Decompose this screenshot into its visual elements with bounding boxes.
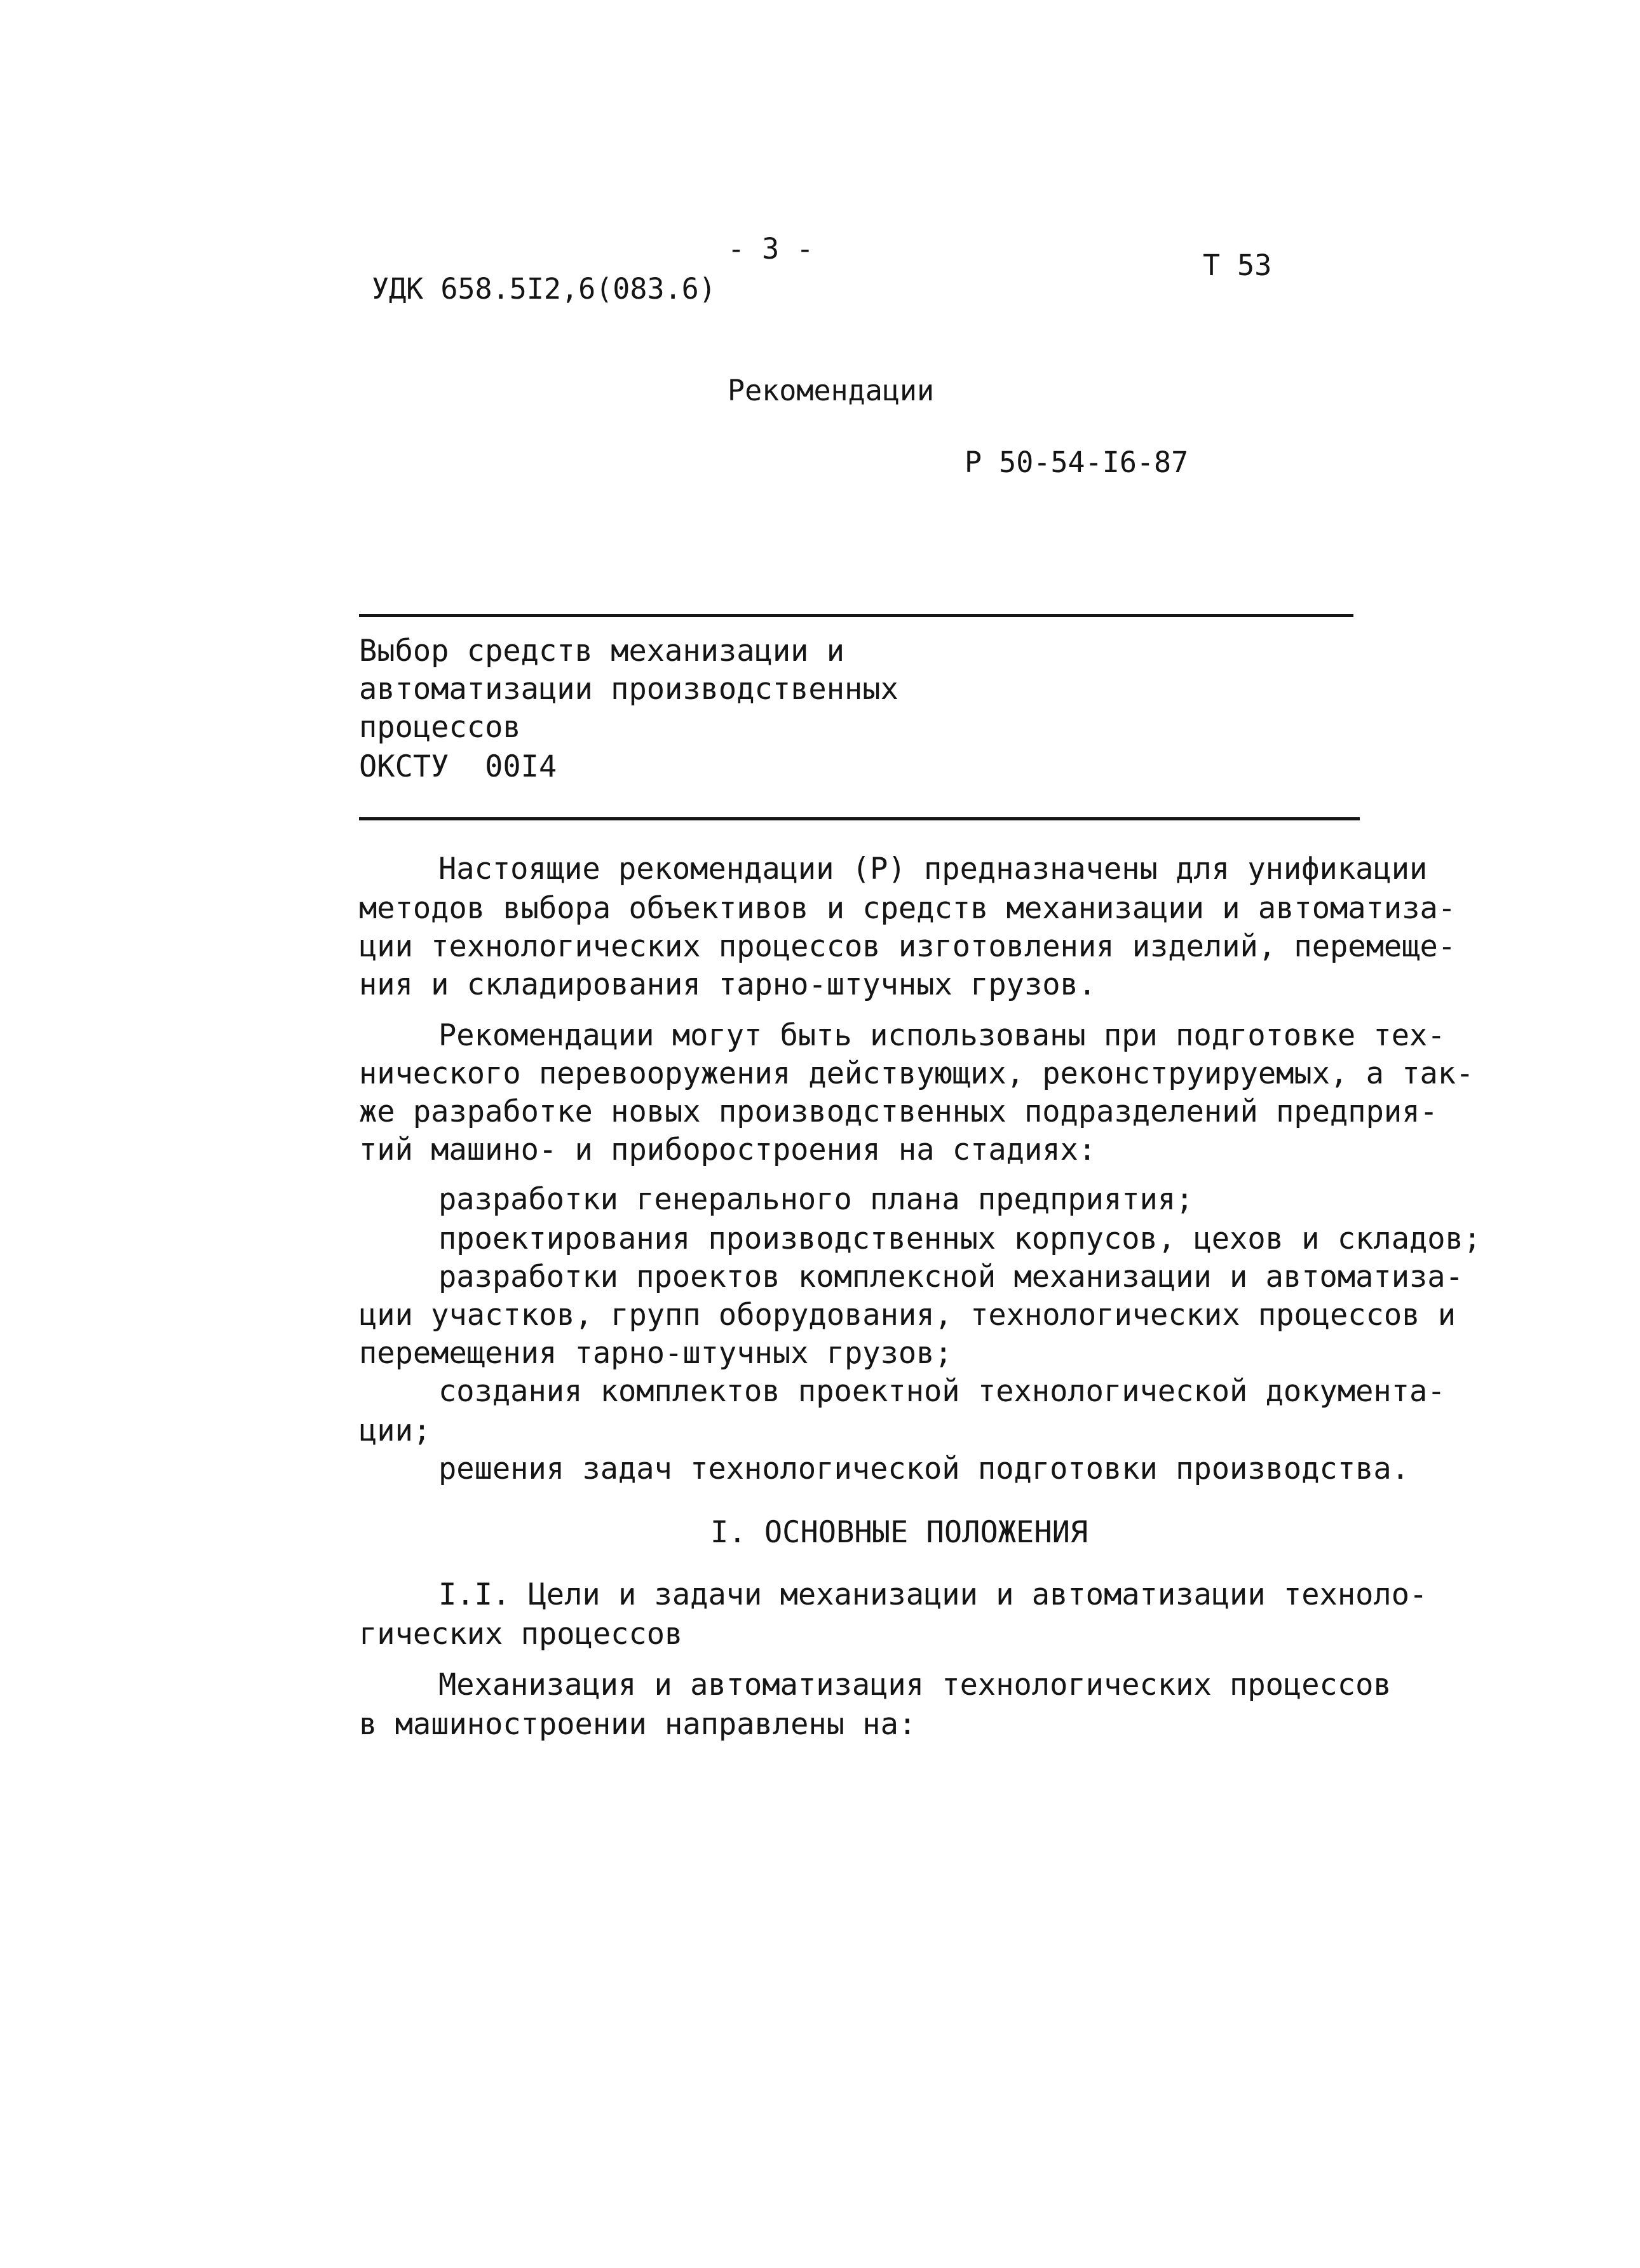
stage-item: ции участков, групп оборудования, технологических процессов и bbox=[359, 1298, 1456, 1333]
stage-item: ции; bbox=[359, 1413, 431, 1448]
stage-item: перемещения тарно-штучных грузов; bbox=[359, 1336, 952, 1371]
classification-code: Т 53 bbox=[1203, 248, 1272, 282]
usage-line: Рекомендации могут быть использованы при подготовке тех- bbox=[438, 1018, 1446, 1053]
document-number: Р 50-54-I6-87 bbox=[965, 445, 1189, 479]
intro-line: ния и складирования тарно-штучных грузов. bbox=[359, 967, 1097, 1002]
title-line: процессов bbox=[359, 710, 521, 745]
usage-line: нического перевооружения действующих, реконструируемых, а так- bbox=[359, 1056, 1474, 1091]
page-number: - 3 - bbox=[728, 232, 814, 266]
intro-line: методов выбора объективов и средств механизации и автоматиза- bbox=[359, 891, 1456, 926]
stage-item: проектирования производственных корпусов, цехов и складов; bbox=[438, 1221, 1482, 1256]
section-heading: I. ОСНОВНЫЕ ПОЛОЖЕНИЯ bbox=[710, 1515, 1088, 1550]
intro-line: Настоящие рекомендации (Р) предназначены для унификации bbox=[438, 852, 1428, 886]
subsection-line: гических процессов bbox=[359, 1617, 683, 1652]
closing-line: Механизация и автоматизация технологических процессов bbox=[438, 1667, 1392, 1702]
intro-line: ции технологических процессов изготовления изделий, перемеще- bbox=[359, 929, 1456, 964]
divider-top bbox=[359, 614, 1353, 617]
title-line: автоматизации производственных bbox=[359, 672, 898, 707]
stage-item: разработки генерального плана предприятия; bbox=[438, 1182, 1194, 1217]
usage-line: же разработке новых производственных подразделений предприя- bbox=[359, 1094, 1438, 1129]
document-type: Рекомендации bbox=[728, 374, 935, 407]
closing-line: в машиностроении направлены на: bbox=[359, 1707, 917, 1742]
stage-item: разработки проектов комплексной механизации и автоматиза- bbox=[438, 1260, 1463, 1294]
usage-line: тий машино- и приборостроения на стадиях: bbox=[359, 1132, 1097, 1167]
divider-bottom bbox=[359, 817, 1360, 820]
stage-item: создания комплектов проектной технологической документа- bbox=[438, 1374, 1446, 1409]
title-line: Выбор средств механизации и bbox=[359, 634, 845, 669]
okstu-code: ОКСТУ 00I4 bbox=[359, 749, 557, 784]
udk-code: УДК 658.5I2,6(083.6) bbox=[372, 272, 716, 306]
subsection-line: I.I. Цели и задачи механизации и автоматизации техноло- bbox=[438, 1577, 1428, 1612]
stage-item: решения задач технологической подготовки производства. bbox=[438, 1451, 1410, 1486]
